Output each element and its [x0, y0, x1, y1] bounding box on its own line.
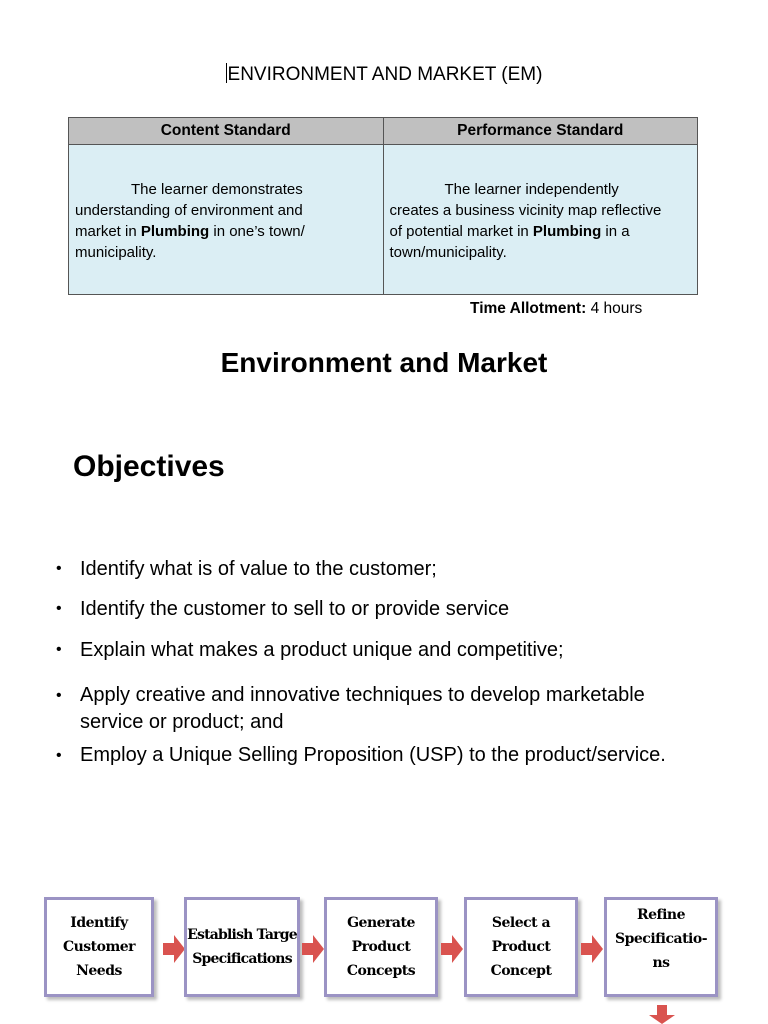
right-arrow-icon [302, 935, 324, 963]
flow-step-line: Specifications [192, 951, 292, 967]
performance-line: town/municipality. [389, 244, 507, 261]
objective-text: Explain what makes a product unique and competitive; [80, 639, 564, 661]
content-line: understanding of environment and [75, 202, 303, 219]
objectives-heading: Objectives [73, 450, 225, 483]
performance-line: The learner independently [444, 181, 619, 198]
right-arrow-icon [441, 935, 463, 963]
objectives-list [56, 557, 676, 768]
performance-standard-cell [383, 145, 698, 295]
bullet-icon: • [56, 747, 62, 764]
content-line: The learner demonstrates [131, 181, 303, 198]
flow-step-line: Establish Targe [187, 927, 297, 943]
flow-step-line: Identify [70, 915, 128, 931]
objective-item [56, 638, 676, 662]
flow-step-line: Needs [76, 963, 122, 979]
flow-step-line: Product [491, 939, 551, 955]
time-allotment-value: 4 hours [586, 300, 643, 317]
flow-step-line: Concepts [346, 963, 416, 979]
right-arrow-icon [581, 935, 603, 963]
flow-step-refine-specs [604, 897, 718, 997]
content-bold-term: Plumbing [140, 223, 210, 240]
flow-step-line: Product [351, 939, 411, 955]
content-line: in one’s town/ [209, 223, 305, 240]
standards-table [68, 117, 698, 295]
right-arrow-icon [163, 935, 185, 963]
time-allotment [470, 300, 642, 318]
objective-item [56, 743, 676, 768]
objective-text: Apply creative and innovative techniques to develop marketable service or product; and [80, 684, 645, 733]
content-line: municipality. [75, 244, 157, 261]
objective-item [56, 682, 676, 736]
flow-step-line: ns [652, 955, 670, 971]
down-arrow-icon [649, 1005, 675, 1024]
performance-line: in a [601, 223, 630, 240]
flow-step-line: Select a [491, 915, 551, 931]
bullet-icon: • [56, 600, 62, 617]
content-standard-header: Content Standard [69, 118, 384, 145]
performance-standard-header: Performance Standard [383, 118, 698, 145]
content-standard-cell [69, 145, 384, 295]
flow-step-line: Generate [347, 915, 415, 931]
flow-step-line: Customer [62, 939, 136, 955]
document-title [0, 63, 768, 86]
performance-line: of potential market in [389, 223, 533, 240]
section-title: Environment and Market [220, 347, 548, 378]
objective-item [56, 597, 676, 621]
flow-step-identify-needs [44, 897, 154, 997]
flow-step-select-concept [464, 897, 578, 997]
flow-step-line: Concept [490, 963, 552, 979]
objective-text: Identify what is of value to the customer; [80, 558, 437, 580]
bullet-icon: • [56, 641, 62, 658]
text-cursor [226, 63, 227, 83]
bullet-icon: • [56, 687, 62, 704]
flow-step-line: Refine [637, 907, 685, 923]
time-allotment-label: Time Allotment: [470, 300, 587, 317]
objective-text: Employ a Unique Selling Proposition (USP) to the product/service. [80, 744, 666, 766]
objective-text: Identify the customer to sell to or provide service [80, 598, 510, 620]
content-line: market in [75, 223, 141, 240]
flow-step-target-specs [184, 897, 300, 997]
flow-step-line: Specificatio- [614, 931, 708, 947]
performance-bold-term: Plumbing [532, 223, 602, 240]
document-title-text: ENVIRONMENT AND MARKET (EM) [227, 64, 543, 85]
flow-step-generate-concepts [324, 897, 438, 997]
bullet-icon: • [56, 560, 62, 577]
objective-item [56, 557, 676, 581]
performance-line: creates a business vicinity map reflective [389, 202, 662, 219]
